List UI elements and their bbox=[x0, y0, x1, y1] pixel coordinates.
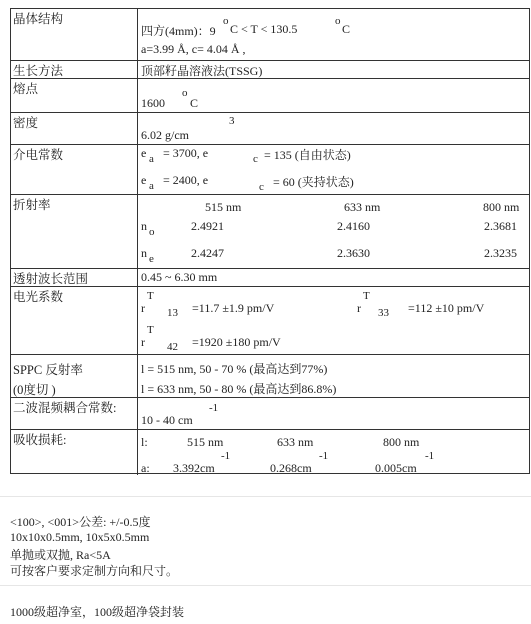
label-electrooptic: 电光系数 bbox=[11, 287, 138, 354]
crystal-line1: 四方(4mm)：9 bbox=[141, 24, 216, 38]
melting-unit: C bbox=[190, 96, 199, 110]
spec-orientation: <100>, <001>公差: +/-0.5度 bbox=[10, 515, 151, 529]
label-melting-point: 熔点 bbox=[11, 79, 138, 112]
row-crystal-structure bbox=[11, 9, 529, 61]
spec-custom: 可按客户要求定制方向和尺寸。 bbox=[10, 564, 179, 578]
sup-T-13: T bbox=[147, 290, 154, 302]
abs-515: 3.392cm bbox=[173, 461, 215, 475]
row-transmission bbox=[11, 269, 529, 287]
sub-e: e bbox=[149, 253, 154, 265]
package-note: 1000级超净室，100级超净袋封装 bbox=[10, 605, 185, 619]
sub-13: 13 bbox=[167, 307, 178, 319]
label-sppc bbox=[11, 355, 138, 397]
label-refractive-index: 折射率 bbox=[11, 195, 138, 268]
degree-sup-2: o bbox=[335, 15, 341, 27]
transmission-value: 0.45 ~ 6.30 mm bbox=[141, 270, 218, 284]
density-value: 6.02 g/cm bbox=[141, 128, 189, 142]
abs-wl-633: 633 nm bbox=[277, 435, 314, 449]
crystal-lattice: a=3.99 Å, c= 4.04 Å , bbox=[141, 42, 246, 56]
ne-515: 2.4247 bbox=[191, 246, 224, 260]
row-growth-method bbox=[11, 61, 529, 79]
r-42: r bbox=[141, 335, 145, 349]
density-sup: 3 bbox=[229, 115, 235, 127]
coupling-sup: -1 bbox=[209, 402, 219, 414]
sub-c-2: c bbox=[259, 181, 264, 193]
degree-sup: o bbox=[223, 15, 229, 27]
r-33: r bbox=[357, 301, 361, 315]
r-13: r bbox=[141, 301, 145, 315]
sup-T-33: T bbox=[363, 290, 370, 302]
absorption-l: l: bbox=[141, 435, 148, 449]
row-dielectric bbox=[11, 145, 529, 195]
row-absorption bbox=[11, 430, 529, 475]
wl-515: 515 nm bbox=[205, 200, 242, 214]
label-crystal-structure: 晶体结构 bbox=[11, 9, 138, 60]
label-growth-method: 生长方法 bbox=[11, 61, 138, 78]
wl-633: 633 nm bbox=[344, 200, 381, 214]
label-transmission: 透射波长范围 bbox=[11, 269, 138, 286]
crystal-range: C < T < 130.5 bbox=[230, 22, 298, 36]
dielectric-clamped: = 60 (夹持状态) bbox=[273, 175, 354, 189]
abs-sup-2: -1 bbox=[319, 450, 329, 462]
row-density bbox=[11, 113, 529, 145]
row-sppc bbox=[11, 355, 529, 398]
crystal-unit: C bbox=[342, 22, 351, 36]
coupling-value: 10 - 40 cm bbox=[141, 413, 193, 427]
spec-dimensions: 10x10x0.5mm, 10x5x0.5mm bbox=[10, 530, 150, 544]
sppc-633: l = 633 nm, 50 - 80 % (最高达到86.8%) bbox=[141, 382, 337, 396]
no-515: 2.4921 bbox=[191, 219, 224, 233]
melting-value: 1600 bbox=[141, 96, 165, 110]
row-electrooptic bbox=[11, 287, 529, 355]
sppc-515: l = 515 nm, 50 - 70 % (最高达到77%) bbox=[141, 362, 328, 376]
sub-c-1: c bbox=[253, 153, 258, 165]
no-633: 2.4160 bbox=[337, 219, 370, 233]
no-800: 2.3681 bbox=[484, 219, 517, 233]
ne-800: 2.3235 bbox=[484, 246, 517, 260]
label-dielectric: 介电常数 bbox=[11, 145, 138, 194]
epsilon-a-1: e bbox=[141, 146, 147, 160]
sppc-label-line2: (0度切 ) bbox=[13, 383, 56, 397]
row-melting-point bbox=[11, 79, 529, 113]
r42-value: =1920 ±180 pm/V bbox=[192, 335, 281, 349]
spec-polish: 单抛或双抛, Ra<5A bbox=[10, 548, 111, 562]
row-refractive-index bbox=[11, 195, 529, 269]
sub-33: 33 bbox=[378, 307, 389, 319]
sub-a-1: a bbox=[149, 153, 154, 165]
row-coupling bbox=[11, 398, 529, 430]
section-divider-1 bbox=[0, 496, 531, 497]
dielectric-l2a: = 2400, e bbox=[163, 173, 209, 187]
sub-o: o bbox=[149, 226, 155, 238]
growth-value: 顶部籽晶溶液法(TSSG) bbox=[141, 64, 263, 78]
r13-value: =11.7 ±1.9 pm/V bbox=[192, 301, 275, 315]
abs-wl-800: 800 nm bbox=[383, 435, 420, 449]
r33-value: =112 ±10 pm/V bbox=[408, 301, 485, 315]
label-coupling: 二波混频耦合常数: bbox=[11, 398, 138, 429]
dielectric-l1a: = 3700, e bbox=[163, 146, 209, 160]
abs-sup-3: -1 bbox=[425, 450, 435, 462]
label-absorption: 吸收损耗: bbox=[11, 430, 138, 475]
sub-a-2: a bbox=[149, 180, 154, 192]
n-symbol-o: n bbox=[141, 219, 147, 233]
wl-800: 800 nm bbox=[483, 200, 520, 214]
abs-wl-515: 515 nm bbox=[187, 435, 224, 449]
epsilon-a-2: e bbox=[141, 173, 147, 187]
ne-633: 2.3630 bbox=[337, 246, 370, 260]
abs-633: 0.268cm bbox=[270, 461, 312, 475]
melting-degree: o bbox=[182, 87, 188, 99]
absorption-a: a: bbox=[141, 461, 150, 475]
properties-table bbox=[10, 8, 530, 474]
sppc-label-line1: SPPC 反射率 bbox=[13, 363, 83, 377]
abs-sup-1: -1 bbox=[221, 450, 231, 462]
n-symbol-e: n bbox=[141, 246, 147, 260]
sup-T-42: T bbox=[147, 324, 154, 336]
label-density: 密度 bbox=[11, 113, 138, 144]
abs-800: 0.005cm bbox=[375, 461, 417, 475]
sub-42: 42 bbox=[167, 341, 178, 353]
section-divider-2 bbox=[0, 585, 531, 586]
dielectric-free: = 135 (自由状态) bbox=[264, 148, 351, 162]
